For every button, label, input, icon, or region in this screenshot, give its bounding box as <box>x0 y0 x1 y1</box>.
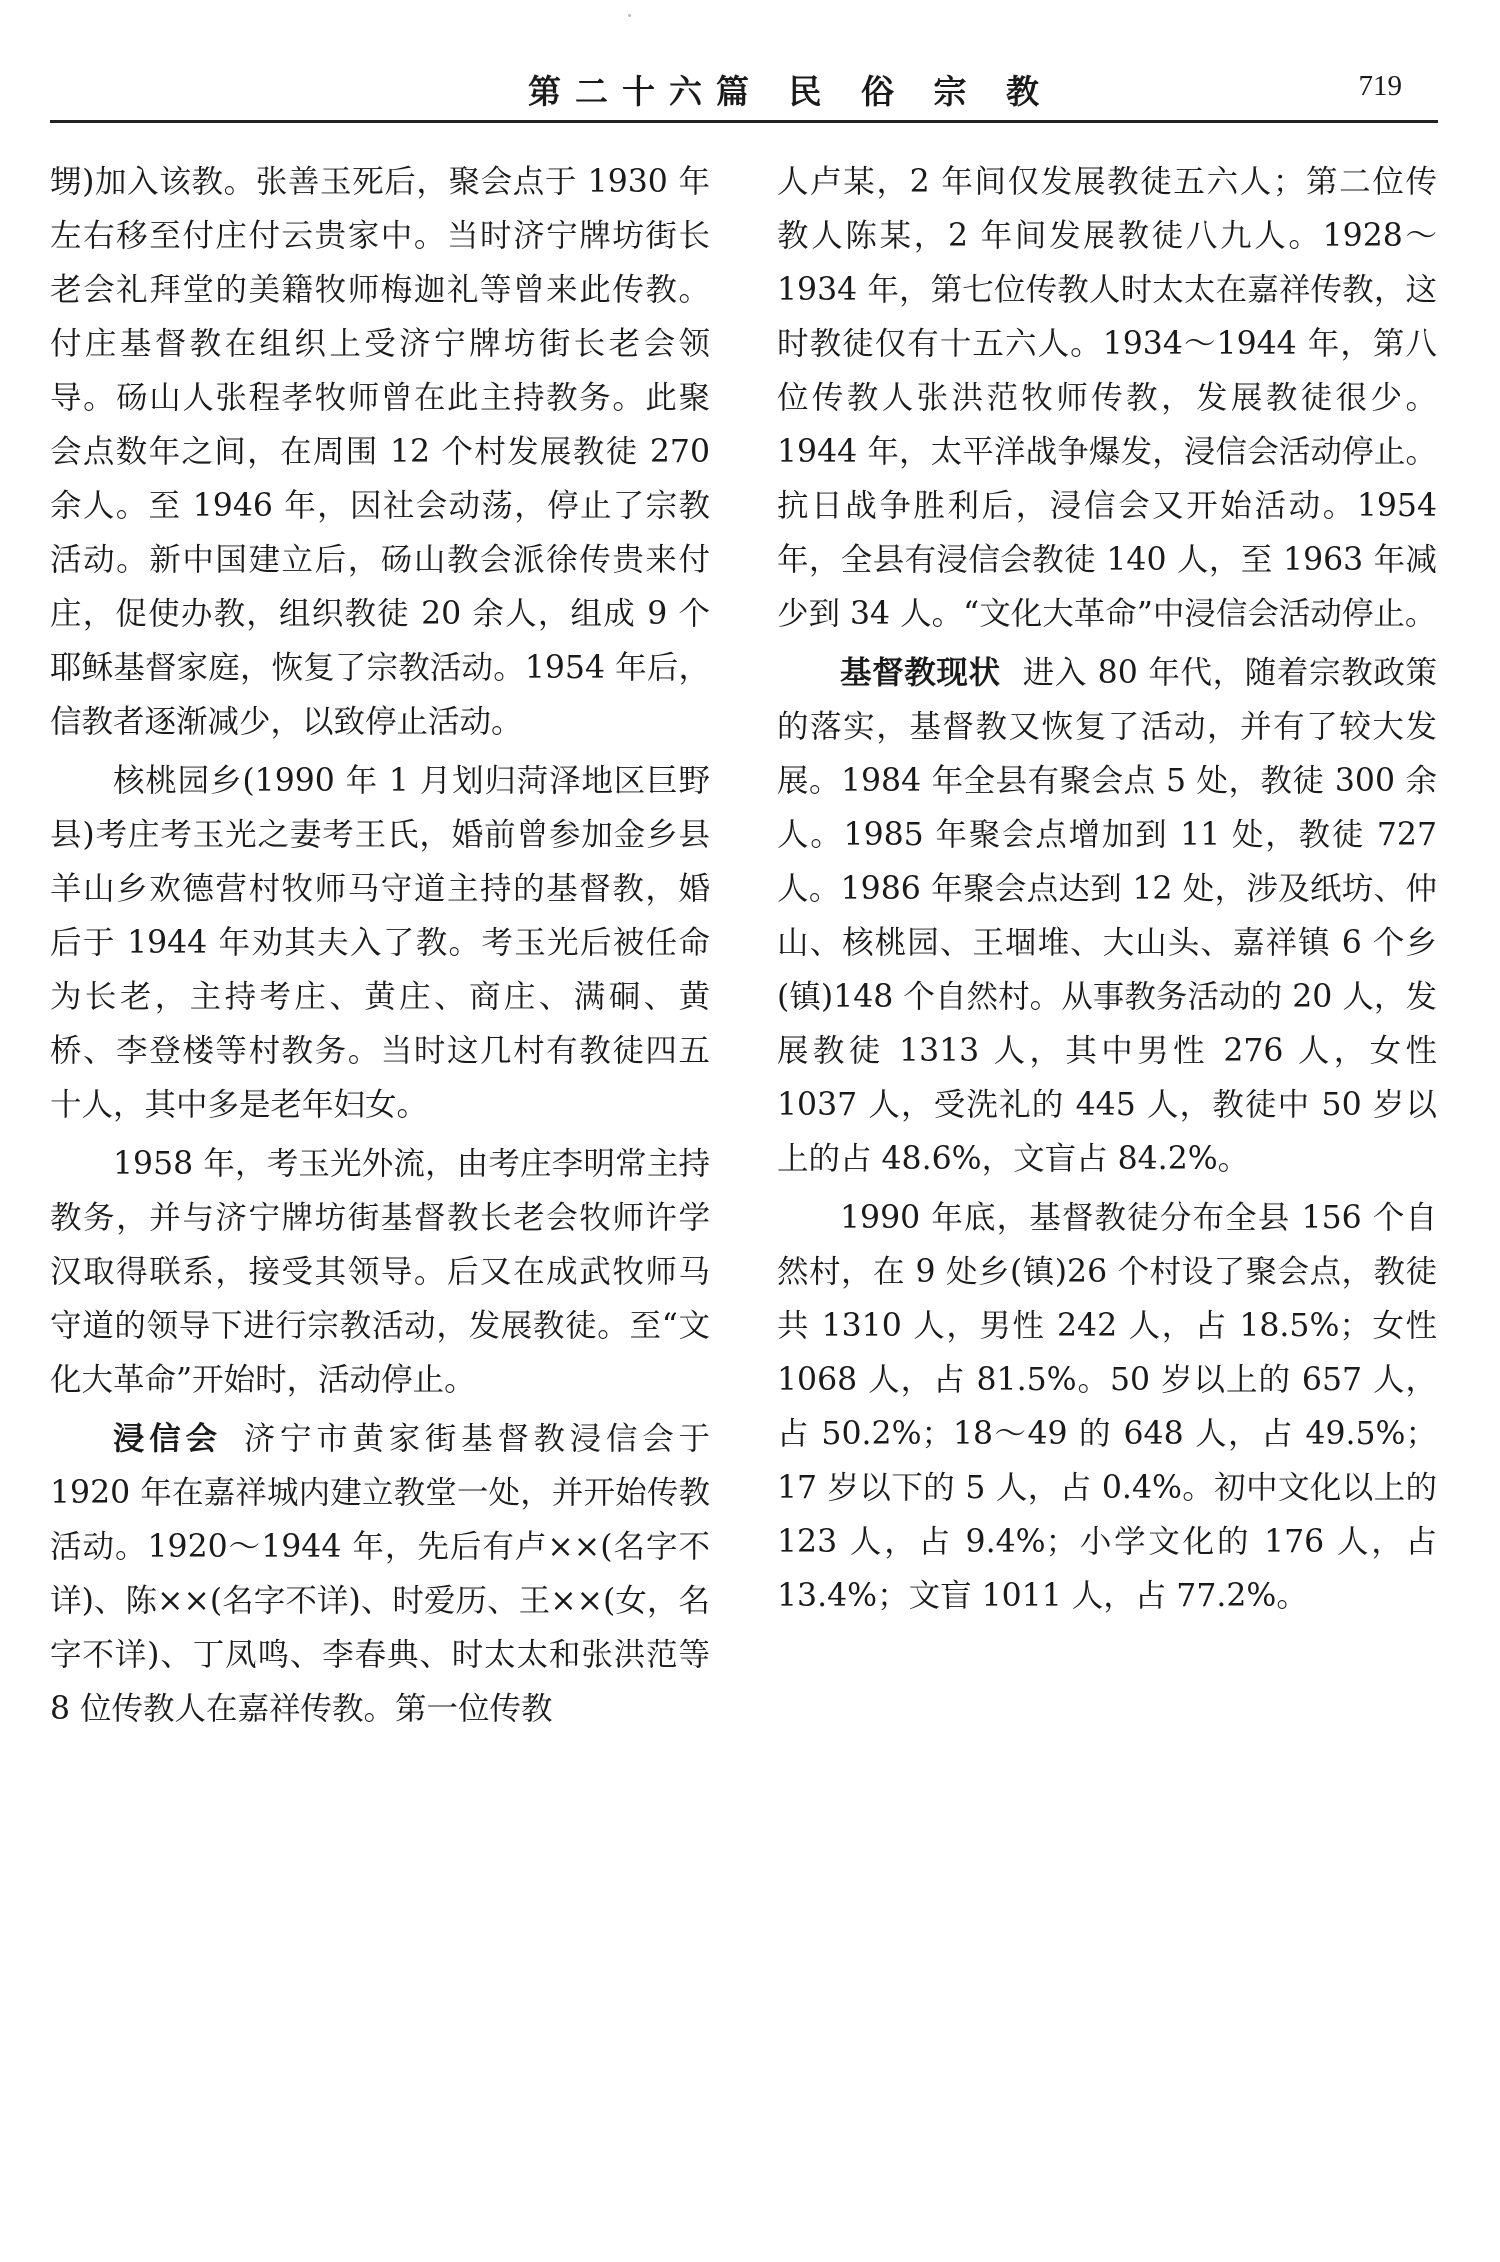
paragraph <box>50 1412 710 1736</box>
paragraph: 甥)加入该教。张善玉死后，聚会点于 1930 年左右移至付庄付云贵家中。当时济宁牌坊街长老会礼拜堂的美籍牧师梅迦礼等曾来此传教。付庄基督教在组织上受济宁牌坊街长老会领导。砀山人张程孝牧师曾在此主持教务。此聚会点数年之间，在周围 12 个村发展教徒 270 余人。至 1946 年，因社会动荡，停止了宗教活动。新中国建立后，砀山教会派徐传贵来付庄，促使办教，组织教徒 20 余人，组成 9 个耶稣基督家庭，恢复了宗教活动。1954 年后，信教者逐渐减少，以致停止活动。 <box>50 164 710 740</box>
page-number: 719 <box>1358 70 1402 102</box>
section-title: 第二十六篇 民 俗 宗 教 <box>528 72 1053 111</box>
running-header <box>50 62 1438 123</box>
paragraph <box>777 646 1437 1186</box>
paragraph-text: 进入 80 年代，随着宗教政策的落实，基督教又恢复了活动，并有了较大发展。1984 年全县有聚会点 5 处，教徒 300 余人。1985 年聚会点增加到 11 处，教徒 727 人。1986 年聚会点达到 12 处，涉及纸坊、仲山、核桃园、王堌堆、大山头、嘉祥镇 6 个乡(镇)148 个自然村。从事教务活动的 20 人，发展教徒 1313 人，其中男性 276 人，女性 1037 人，受洗礼的 445 人，教徒中 50 岁以上的占 48.6%，文盲占 84.2%。 <box>777 655 1437 1177</box>
paragraph: 人卢某，2 年间仅发展教徒五六人；第二位传教人陈某，2 年间发展教徒八九人。1928～1934 年，第七位传教人时太太在嘉祥传教，这时教徒仅有十五六人。1934～1944 年，第八位传教人张洪范牧师传教，发展教徒很少。1944 年，太平洋战争爆发，浸信会活动停止。抗日战争胜利后，浸信会又开始活动。1954 年，全县有浸信会教徒 140 人，至 1963 年减少到 34 人。“文化大革命”中浸信会活动停止。 <box>777 164 1437 632</box>
paragraph: 1958 年，考玉光外流，由考庄李明常主持教务，并与济宁牌坊街基督教长老会牧师许学汉取得联系，接受其领导。后又在成武牧师马守道的领导下进行宗教活动，发展教徒。至“文化大革命”开始时，活动停止。 <box>50 1146 710 1398</box>
section-heading: 基督教现状 <box>840 655 1001 691</box>
scan-speck <box>628 14 631 17</box>
section-heading: 浸信会 <box>113 1421 222 1457</box>
paragraph-text: 济宁市黄家街基督教浸信会于 1920 年在嘉祥城内建立教堂一处，并开始传教活动。1920～1944 年，先后有卢××(名字不详)、陈××(名字不详)、时爱历、王××(女，名字不详)、丁凤鸣、李春典、时太太和张洪范等 8 位传教人在嘉祥传教。第一位传教 <box>50 1421 710 1727</box>
paragraph: 1990 年底，基督教徒分布全县 156 个自然村，在 9 处乡(镇)26 个村设了聚会点，教徒共 1310 人，男性 242 人，占 18.5%；女性 1068 人，占 81.5%。50 岁以上的 657 人，占 50.2%；18～49 的 648 人，占 49.5%；17 岁以下的 5 人，占 0.4%。初中文化以上的 123 人，占 9.4%；小学文化的 176 人，占 13.4%；文盲 1011 人，占 77.2%。 <box>777 1200 1437 1614</box>
paragraph: 核桃园乡(1990 年 1 月划归菏泽地区巨野县)考庄考玉光之妻考王氏，婚前曾参加金乡县羊山乡欢德营村牧师马守道主持的基督教，婚后于 1944 年劝其夫入了教。考玉光后被任命为长老，主持考庄、黄庄、商庄、满硐、黄桥、李登楼等村教务。当时这几村有教徒四五十人，其中多是老年妇女。 <box>50 763 710 1123</box>
right-column <box>777 155 1437 1628</box>
left-column <box>50 155 710 1741</box>
